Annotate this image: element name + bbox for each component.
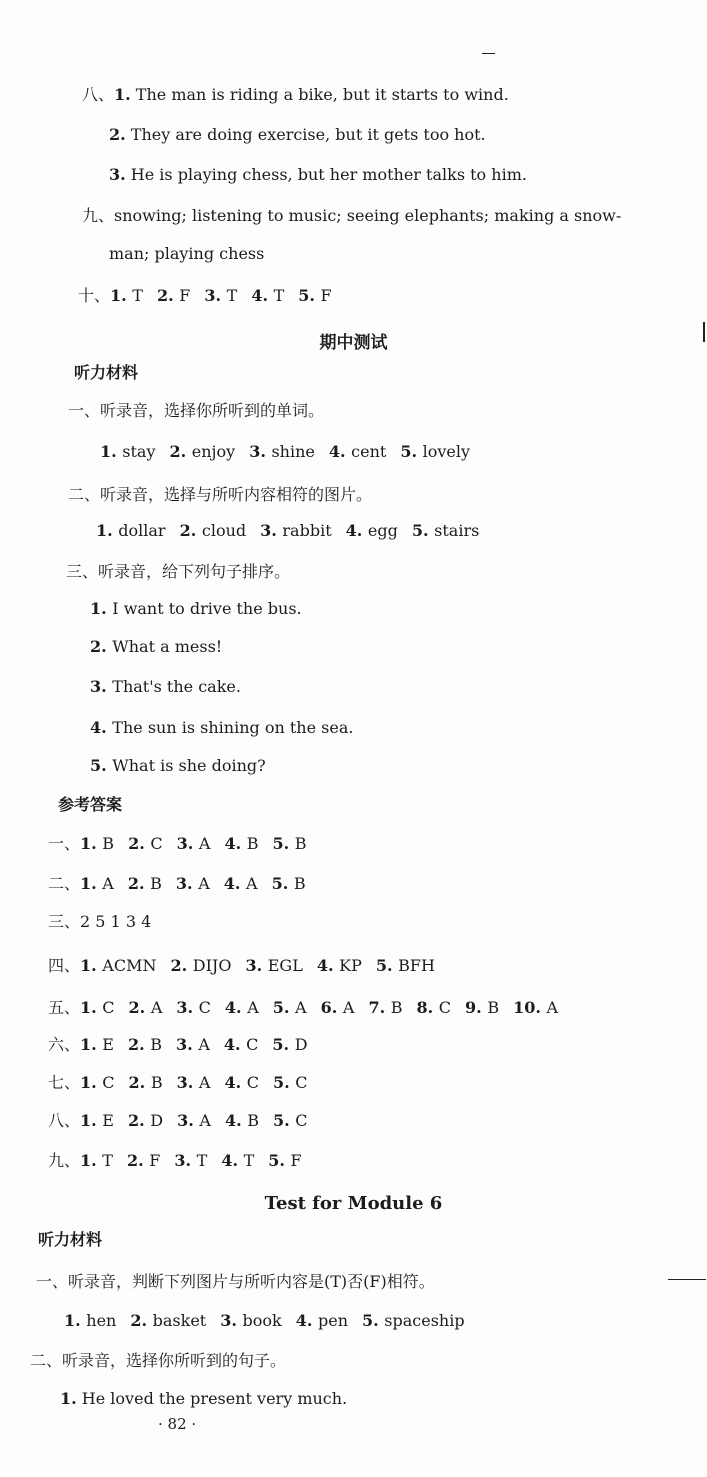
answer-item (80, 874, 114, 893)
item-value: T (273, 286, 285, 305)
answer-item (296, 1311, 348, 1330)
item-value: T (196, 1151, 208, 1170)
item-value: C (295, 1111, 308, 1130)
item-number: 3. (220, 1311, 243, 1330)
item-value: B (487, 998, 500, 1017)
item-number: 2. (130, 1311, 153, 1330)
answer-item (465, 998, 499, 1017)
answer-item (376, 956, 435, 975)
answer-item (221, 1151, 254, 1170)
sentence-m6-q2-1: 1. He loved the present very much. (60, 1389, 348, 1408)
answer-row-prefix: 四、 (48, 956, 81, 975)
answer-row-prefix: 九、 (48, 1151, 81, 1170)
item-value: C (246, 1035, 259, 1054)
item-number: 3. (249, 442, 272, 461)
answer-item (273, 1111, 308, 1130)
answer-row (48, 1072, 308, 1094)
item-number: 1. (80, 1151, 103, 1170)
word-list-q2 (96, 520, 479, 542)
item-number: 4. (221, 1151, 244, 1170)
item-number: 5. (272, 834, 295, 853)
answer-item (273, 998, 307, 1017)
item-number: 5. (362, 1311, 385, 1330)
answer-item (80, 912, 151, 931)
answer-item (317, 956, 362, 975)
item-number: 2. (156, 286, 180, 305)
item-number: 4. (328, 442, 352, 461)
answer-row-prefix: 七、 (48, 1073, 81, 1092)
answer-item (251, 286, 284, 305)
answer-item (268, 1151, 301, 1170)
item-number: 2. (127, 1111, 151, 1130)
item-value: A (199, 1111, 211, 1130)
item-number: 3. (260, 521, 283, 540)
item-number: 2. (179, 521, 202, 540)
answer-item (346, 521, 398, 540)
answer-item (273, 1073, 308, 1092)
item-value: stairs (434, 521, 480, 540)
item-value: A (198, 834, 211, 853)
item-value: EGL (267, 956, 303, 975)
answer-row (48, 997, 558, 1019)
answer-row-prefix: 八、 (48, 1111, 81, 1130)
answer-line-10: 十、1. T 2. F 3. T 4. T 5. F (78, 286, 332, 305)
answer-item (174, 1151, 207, 1170)
answer-item (128, 834, 163, 853)
item-number: 4. (316, 956, 340, 975)
answer-row (48, 873, 306, 895)
answer-item (177, 1111, 211, 1130)
item-value: KP (339, 956, 362, 975)
answer-item (96, 521, 166, 540)
answer-item (129, 998, 163, 1017)
answer-line-9-b: man; playing chess (109, 244, 265, 263)
item-number: 2. (128, 834, 151, 853)
answer-row (48, 833, 307, 855)
item-value: A (342, 998, 355, 1017)
item-number: 9. (465, 998, 488, 1017)
instruction-m6-q2: 二、听录音，选择你所听到的句子。 (30, 1351, 287, 1370)
sentence-q3: 3. That's the cake. (90, 677, 241, 696)
answer-item (245, 956, 302, 975)
item-number: 4. (224, 834, 247, 853)
item-value: B (246, 834, 259, 853)
item-value: B (102, 834, 115, 853)
instruction-q3: 三、听录音，给下列句子排序。 (66, 562, 291, 581)
answer-row (48, 1034, 308, 1056)
answer-item (329, 442, 386, 461)
answer-item (260, 521, 332, 540)
instruction-q1: 一、听录音，选择你所听到的单词。 (68, 401, 325, 420)
answer-line-8-2: 2. They are doing exercise, but it gets too hot. (109, 125, 486, 144)
answer-items (96, 521, 479, 540)
answer-item (412, 521, 479, 540)
sentence-q3: 4. The sun is shining on the sea. (90, 718, 354, 737)
instruction-m6-q1: 一、听录音，判断下列图片与所听内容是(T)否(F)相符。 (36, 1272, 435, 1291)
item-number: 5. (400, 442, 423, 461)
item-value: B (150, 1035, 163, 1054)
item-value: A (246, 874, 258, 893)
item-number: 1. (64, 1311, 87, 1330)
item-number: 2. (128, 998, 151, 1017)
item-value: basket (152, 1311, 207, 1330)
item-number: 4. (224, 1111, 248, 1130)
answer-item (400, 442, 470, 461)
item-value: hen (86, 1311, 117, 1330)
item-value: A (198, 1035, 210, 1054)
answer-item (224, 1035, 259, 1054)
word-list-m6-q1 (64, 1310, 465, 1332)
answer-row-prefix: 三、 (48, 912, 81, 931)
item-value: A (198, 1073, 211, 1092)
answer-items (64, 1311, 465, 1330)
answers-label: 参考答案 (58, 795, 123, 814)
item-number: 3. (245, 956, 268, 975)
answer-item (368, 998, 402, 1017)
item-number: 1. (80, 1035, 103, 1054)
item-value: F (179, 286, 191, 305)
answer-item (127, 1151, 160, 1170)
item-number: 4. (295, 1311, 318, 1330)
answer-row-prefix: 二、 (48, 874, 81, 893)
item-number: 1. (80, 956, 103, 975)
item-value: pen (318, 1311, 349, 1330)
answer-item (80, 1151, 113, 1170)
item-number: 5. (271, 874, 294, 893)
item-value: lovely (422, 442, 471, 461)
answer-item (130, 1311, 206, 1330)
item-number: 5. (375, 956, 399, 975)
item-value: A (198, 874, 210, 893)
item-number: 3. (176, 1073, 199, 1092)
item-value: egg (367, 521, 398, 540)
answer-row-prefix: 六、 (48, 1035, 81, 1054)
answer-row (48, 1110, 308, 1132)
answer-line-8-3: 3. He is playing chess, but her mother talks to him. (109, 165, 527, 184)
item-value: T (243, 1151, 255, 1170)
item-number: 2. (126, 1151, 150, 1170)
answer-item (129, 1073, 163, 1092)
item-number: 1. (80, 874, 103, 893)
item-number: 3. (204, 286, 227, 305)
item-value: spaceship (384, 1311, 465, 1330)
item-value: C (102, 1073, 115, 1092)
answer-items (110, 286, 332, 305)
answer-item (513, 998, 558, 1017)
answer-item (272, 1035, 307, 1054)
item-value: E (102, 1035, 114, 1054)
answer-item (64, 1311, 116, 1330)
item-number: 5. (272, 998, 296, 1017)
item-value: cloud (201, 521, 247, 540)
item-value: F (149, 1151, 161, 1170)
item-value: A (247, 998, 259, 1017)
answer-item (80, 998, 115, 1017)
item-value: book (242, 1311, 282, 1330)
item-value: T (132, 286, 143, 305)
item-number: 6. (320, 998, 343, 1017)
item-value: shine (271, 442, 315, 461)
listening-label-module6: 听力材料 (38, 1230, 103, 1249)
item-value: T (226, 286, 238, 305)
item-value: F (290, 1151, 302, 1170)
item-number: 3. (175, 874, 199, 893)
item-value: A (546, 998, 559, 1017)
answer-item (176, 874, 210, 893)
answer-row (48, 955, 435, 977)
answer-item (272, 874, 306, 893)
section-title-module6: Test for Module 6 (264, 1193, 443, 1214)
item-value: rabbit (282, 521, 332, 540)
word-list-q1 (100, 441, 470, 463)
answer-item (204, 286, 237, 305)
item-number: 8. (416, 998, 439, 1017)
item-number: 1. (80, 1111, 103, 1130)
answer-item (220, 1311, 281, 1330)
answer-item (272, 834, 306, 853)
item-value: F (320, 286, 332, 305)
page-number: · 82 · (158, 1415, 197, 1433)
answer-item (321, 998, 355, 1017)
answer-item (128, 1111, 163, 1130)
answer-row-prefix: 五、 (48, 998, 81, 1017)
item-value: B (247, 1111, 259, 1130)
item-number: 4. (251, 286, 274, 305)
answer-item (80, 1111, 114, 1130)
answer-item (224, 1073, 259, 1092)
answer-item (417, 998, 452, 1017)
item-value: C (150, 834, 163, 853)
answer-line-8-1: 八、1. The man is riding a bike, but it starts to wind. (82, 85, 509, 104)
sentence-q3: 5. What is she doing? (90, 756, 266, 775)
answer-item (224, 874, 258, 893)
item-value: C (102, 998, 115, 1017)
item-number: 5. (272, 1035, 295, 1054)
answer-row-prefix: 一、 (48, 834, 81, 853)
item-value: cent (351, 442, 387, 461)
item-value: BFH (398, 956, 435, 975)
answer-item (110, 286, 143, 305)
answer-item (80, 956, 156, 975)
item-value: C (295, 1073, 308, 1092)
sentence-q3: 1. I want to drive the bus. (90, 599, 302, 618)
item-number: 3. (176, 998, 199, 1017)
answer-row (48, 1150, 302, 1172)
item-value: B (150, 1073, 163, 1092)
item-value: A (150, 998, 163, 1017)
item-value: dollar (118, 521, 166, 540)
answer-item (362, 1311, 465, 1330)
answer-item (180, 521, 247, 540)
item-number: 5. (272, 1073, 296, 1092)
answer-item (100, 442, 156, 461)
item-number: 7. (368, 998, 391, 1017)
answer-item (225, 998, 259, 1017)
item-value: C (246, 1073, 259, 1092)
item-number: 4. (224, 1073, 247, 1092)
item-value: D (294, 1035, 308, 1054)
item-number: 2. (169, 442, 192, 461)
section-title-midterm: 期中测试 (319, 333, 388, 353)
answer-item (80, 1035, 114, 1054)
item-number: 1. (80, 1073, 103, 1092)
answer-items (100, 442, 470, 461)
answer-item (249, 442, 315, 461)
item-number: 4. (223, 1035, 247, 1054)
item-number: 1. (110, 286, 133, 305)
item-number: 5. (268, 1151, 291, 1170)
answer-item (157, 286, 190, 305)
item-number: 5. (298, 286, 321, 305)
answer-item (177, 1073, 211, 1092)
item-number: 10. (513, 998, 547, 1017)
item-value: enjoy (191, 442, 236, 461)
item-value: A (295, 998, 307, 1017)
item-number: 2. (127, 1035, 151, 1054)
answer-item (170, 956, 231, 975)
right-edge-dash (668, 1279, 706, 1280)
listening-label: 听力材料 (74, 363, 139, 382)
answer-item (80, 1073, 115, 1092)
item-number: 4. (224, 998, 248, 1017)
answer-item (298, 286, 331, 305)
item-number: 1. (80, 834, 103, 853)
item-value: A (102, 874, 114, 893)
item-number: 5. (411, 521, 435, 540)
answer-item (80, 834, 114, 853)
item-number: 1. (80, 998, 103, 1017)
sentence-q3: 2. What a mess! (90, 637, 223, 656)
item-value: stay (122, 442, 156, 461)
answer-item (176, 998, 211, 1017)
item-value: B (150, 874, 162, 893)
item-number: 2. (128, 1073, 151, 1092)
item-number: 5. (272, 1111, 296, 1130)
item-value: B (293, 874, 306, 893)
item-value: ACMN (102, 956, 157, 975)
item-value: DIJO (192, 956, 232, 975)
item-value: T (102, 1151, 113, 1170)
item-value: C (438, 998, 452, 1017)
item-number: 3. (177, 1111, 200, 1130)
item-value: B (294, 834, 307, 853)
item-number: 4. (223, 874, 247, 893)
item-value: E (102, 1111, 114, 1130)
item-number: 2. (127, 874, 151, 893)
item-number: 3. (174, 1151, 197, 1170)
answer-item (176, 1035, 210, 1054)
item-value: 2 5 1 3 4 (80, 912, 152, 931)
item-number: 2. (170, 956, 193, 975)
answer-item (170, 442, 236, 461)
item-number: 4. (345, 521, 368, 540)
item-number: 1. (96, 521, 119, 540)
item-value: C (198, 998, 211, 1017)
instruction-q2: 二、听录音，选择与所听内容相符的图片。 (68, 485, 373, 504)
item-number: 1. (100, 442, 123, 461)
answer-line-9-a: 九、snowing; listening to music; seeing elephants; making a snow- (82, 206, 622, 225)
answer-item (128, 874, 162, 893)
answer-row (48, 911, 151, 933)
answer-item (128, 1035, 162, 1054)
answer-item (224, 834, 258, 853)
item-number: 3. (176, 834, 199, 853)
answer-item (177, 834, 211, 853)
corner-dash-mark (482, 53, 495, 54)
item-value: D (150, 1111, 164, 1130)
item-value: B (390, 998, 403, 1017)
answer-item (225, 1111, 259, 1130)
item-number: 3. (176, 1035, 199, 1054)
